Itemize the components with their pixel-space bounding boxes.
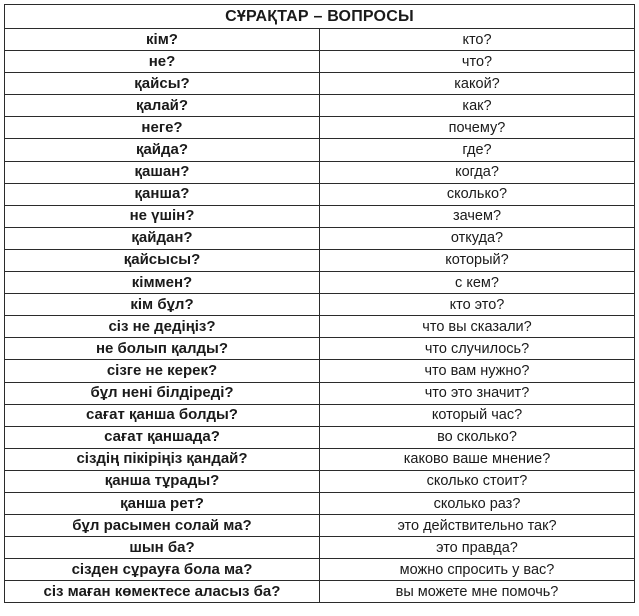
russian-translation-cell: какой? bbox=[320, 73, 635, 95]
kazakh-phrase-cell: сағат қанша болды? bbox=[5, 404, 320, 426]
kazakh-phrase-cell: қанша? bbox=[5, 183, 320, 205]
russian-translation-cell: что вам нужно? bbox=[320, 360, 635, 382]
kazakh-phrase-cell: бұл нені білдіреді? bbox=[5, 382, 320, 404]
table-row bbox=[5, 404, 635, 426]
kazakh-phrase-cell: не? bbox=[5, 51, 320, 73]
kazakh-phrase-cell: қайда? bbox=[5, 139, 320, 161]
russian-translation-cell: который? bbox=[320, 249, 635, 271]
table-row bbox=[5, 316, 635, 338]
table-row bbox=[5, 559, 635, 581]
russian-translation-cell: как? bbox=[320, 95, 635, 117]
russian-translation-cell: что вы сказали? bbox=[320, 316, 635, 338]
table-row bbox=[5, 183, 635, 205]
table-row bbox=[5, 139, 635, 161]
table-row bbox=[5, 492, 635, 514]
russian-translation-cell: что случилось? bbox=[320, 338, 635, 360]
kazakh-phrase-cell: сіз маған көмектесе аласыз ба? bbox=[5, 581, 320, 603]
kazakh-phrase-cell: кім? bbox=[5, 29, 320, 51]
table-row bbox=[5, 272, 635, 294]
table-row bbox=[5, 360, 635, 382]
table-row bbox=[5, 249, 635, 271]
table-row bbox=[5, 448, 635, 470]
kazakh-phrase-cell: сіздің пікіріңіз қандай? bbox=[5, 448, 320, 470]
russian-translation-cell: сколько раз? bbox=[320, 492, 635, 514]
table-row bbox=[5, 161, 635, 183]
kazakh-phrase-cell: бұл расымен солай ма? bbox=[5, 515, 320, 537]
russian-translation-cell: во сколько? bbox=[320, 426, 635, 448]
kazakh-phrase-cell: қайсы? bbox=[5, 73, 320, 95]
kazakh-phrase-cell: қалай? bbox=[5, 95, 320, 117]
russian-translation-cell: это правда? bbox=[320, 537, 635, 559]
kazakh-phrase-cell: шын ба? bbox=[5, 537, 320, 559]
table-row bbox=[5, 117, 635, 139]
table-row bbox=[5, 470, 635, 492]
kazakh-phrase-cell: не үшін? bbox=[5, 205, 320, 227]
kazakh-phrase-cell: сағат қаншада? bbox=[5, 426, 320, 448]
kazakh-phrase-cell: қашан? bbox=[5, 161, 320, 183]
russian-translation-cell: с кем? bbox=[320, 272, 635, 294]
russian-translation-cell: кто? bbox=[320, 29, 635, 51]
kazakh-phrase-cell: қайсысы? bbox=[5, 249, 320, 271]
table-row bbox=[5, 29, 635, 51]
russian-translation-cell: кто это? bbox=[320, 294, 635, 316]
russian-translation-cell: когда? bbox=[320, 161, 635, 183]
russian-translation-cell: откуда? bbox=[320, 227, 635, 249]
kazakh-phrase-cell: кіммен? bbox=[5, 272, 320, 294]
table-row bbox=[5, 227, 635, 249]
russian-translation-cell: это действительно так? bbox=[320, 515, 635, 537]
kazakh-phrase-cell: сіз не дедіңіз? bbox=[5, 316, 320, 338]
kazakh-phrase-cell: неге? bbox=[5, 117, 320, 139]
table-row bbox=[5, 95, 635, 117]
kazakh-phrase-cell: сізден сұрауға бола ма? bbox=[5, 559, 320, 581]
russian-translation-cell: зачем? bbox=[320, 205, 635, 227]
russian-translation-cell: можно спросить у вас? bbox=[320, 559, 635, 581]
table-row bbox=[5, 73, 635, 95]
table-header-row bbox=[5, 5, 635, 29]
russian-translation-cell: сколько стоит? bbox=[320, 470, 635, 492]
kazakh-phrase-cell: сізге не керек? bbox=[5, 360, 320, 382]
kazakh-phrase-cell: қанша тұрады? bbox=[5, 470, 320, 492]
table-row bbox=[5, 51, 635, 73]
table-body bbox=[5, 29, 635, 603]
kazakh-phrase-cell: қанша рет? bbox=[5, 492, 320, 514]
table-row bbox=[5, 205, 635, 227]
table-row bbox=[5, 294, 635, 316]
russian-translation-cell: вы можете мне помочь? bbox=[320, 581, 635, 603]
russian-translation-cell: что? bbox=[320, 51, 635, 73]
russian-translation-cell: что это значит? bbox=[320, 382, 635, 404]
table-row bbox=[5, 515, 635, 537]
table-row bbox=[5, 581, 635, 603]
table-row bbox=[5, 426, 635, 448]
table-row bbox=[5, 338, 635, 360]
russian-translation-cell: сколько? bbox=[320, 183, 635, 205]
kazakh-phrase-cell: не болып қалды? bbox=[5, 338, 320, 360]
phrase-table bbox=[4, 4, 635, 603]
table-title: СҰРАҚТАР – ВОПРОСЫ bbox=[5, 5, 635, 29]
table-row bbox=[5, 382, 635, 404]
kazakh-phrase-cell: қайдан? bbox=[5, 227, 320, 249]
russian-translation-cell: который час? bbox=[320, 404, 635, 426]
table-row bbox=[5, 537, 635, 559]
russian-translation-cell: где? bbox=[320, 139, 635, 161]
russian-translation-cell: почему? bbox=[320, 117, 635, 139]
kazakh-phrase-cell: кім бұл? bbox=[5, 294, 320, 316]
russian-translation-cell: каково ваше мнение? bbox=[320, 448, 635, 470]
